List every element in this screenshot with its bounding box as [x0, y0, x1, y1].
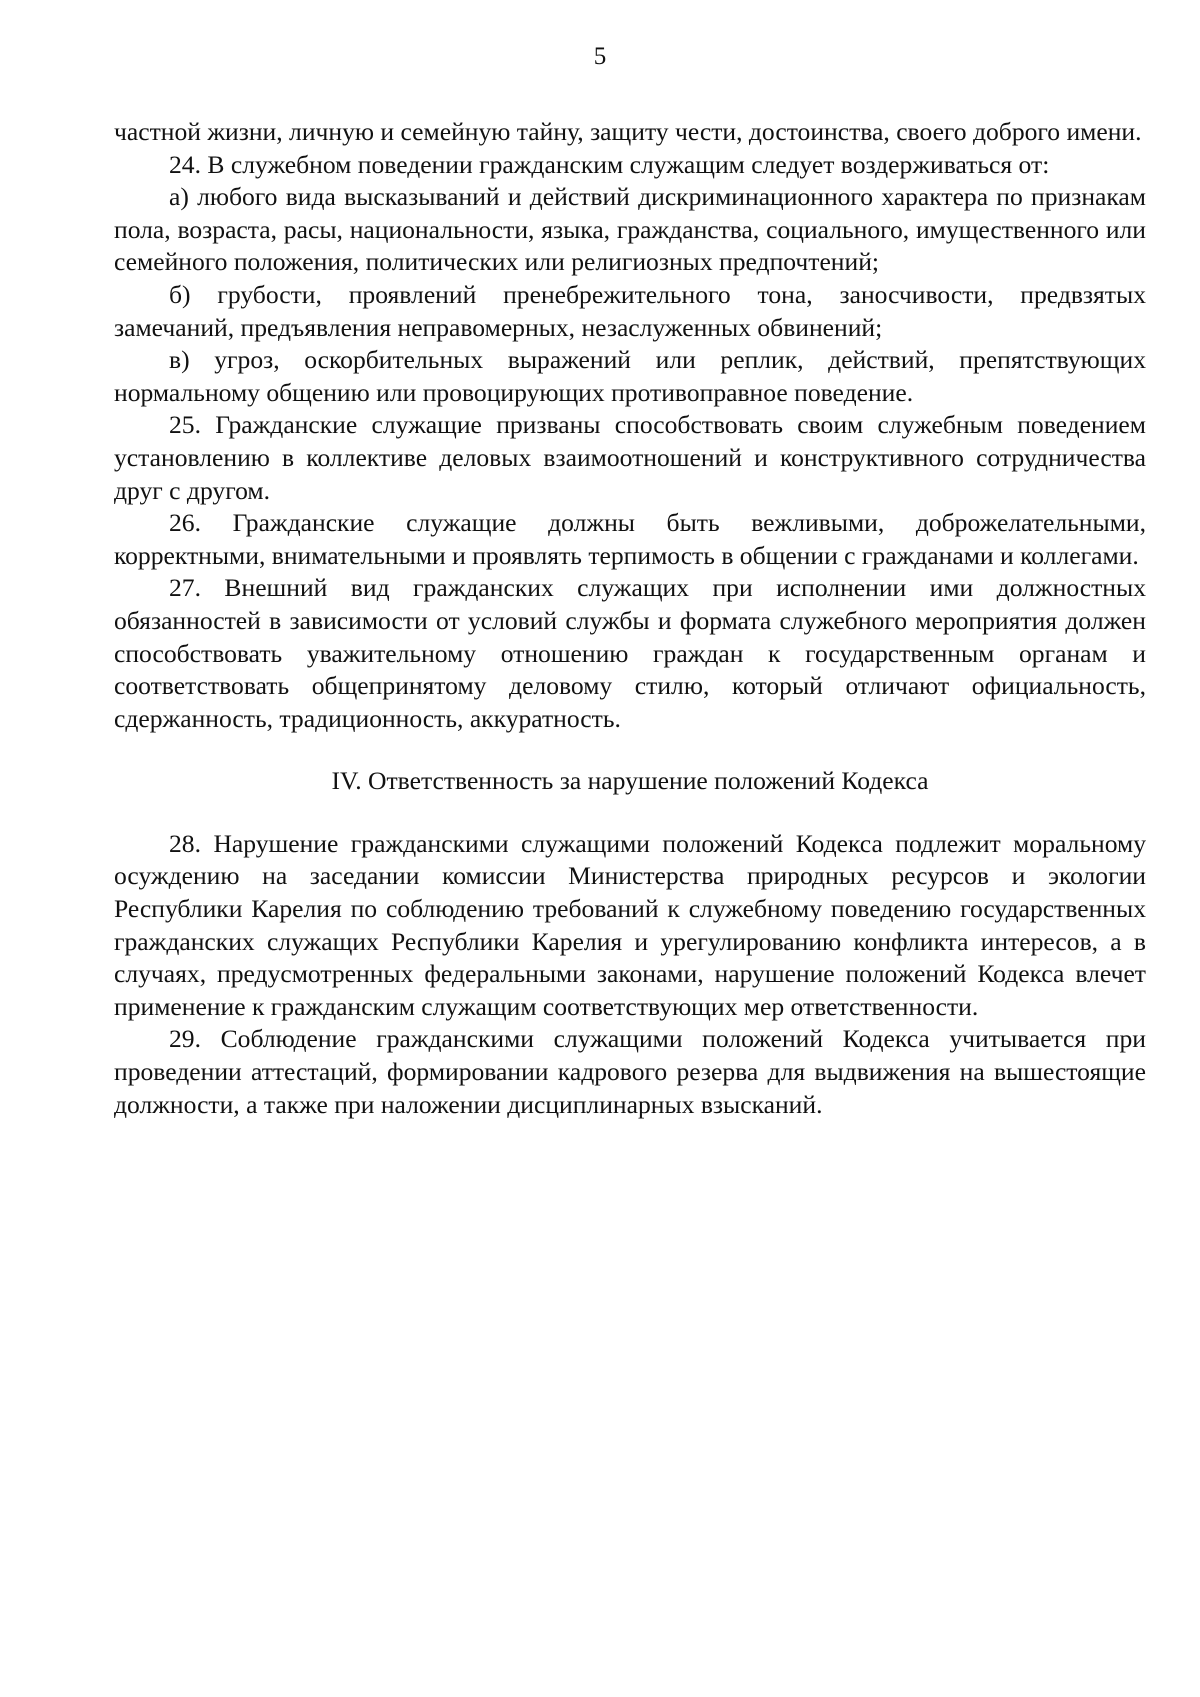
paragraph-28: 28. Нарушение гражданскими служащими положений Кодекса подлежит моральному осуждению на заседании комиссии Министерства природных ресурсов и экологии Республики Карелия по соблюдению требований к служебному поведению государственных гражданских служащих Республики Карелия и урегулированию конфликта интересов, а в случаях, предусмотренных федеральными законами, нарушение положений Кодекса влечет применение к гражданским служащим соответствующих мер ответственности. [114, 828, 1146, 1021]
section-heading: IV. Ответственность за нарушение положений Кодекса [331, 766, 929, 796]
paragraph-24: 24. В служебном поведении гражданским служащим следует воздерживаться от: [169, 149, 1050, 179]
paragraph-27: 27. Внешний вид гражданских служащих при исполнении ими должностных обязанностей в зависимости от условий службы и формата служебного мероприятия должен способствовать уважительному отношению граждан к государственным органам и соответствовать общепринятому деловому стилю, который отличают официальность, сдержанность, традиционность, аккуратность. [114, 573, 1146, 733]
paragraph-26: 26. Гражданские служащие должны быть вежливыми, доброжелательными, корректными, внимательными и проявлять терпимость в общении с гражданами и коллегами. [114, 508, 1146, 570]
paragraph-24a: а) любого вида высказываний и действий дискриминационного характера по признакам пола, возраста, расы, национальности, языка, гражданства, социального, имущественного или семейного положения, политических или религиозных предпочтений; [114, 182, 1146, 277]
paragraph-continuation: частной жизни, личную и семейную тайну, защиту чести, достоинства, своего доброго имени. [114, 117, 1142, 146]
paragraph-25: 25. Гражданские служащие призваны способствовать своим служебным поведением установлению в коллективе деловых взаимоотношений и конструктивного сотрудничества друг с другом. [114, 410, 1146, 505]
paragraph-29: 29. Соблюдение гражданскими служащими положений Кодекса учитывается при проведении аттестаций, формировании кадрового резерва для выдвижения на вышестоящие должности, а также при наложении дисциплинарных взысканий. [114, 1024, 1146, 1119]
paragraph-24b: б) грубости, проявлений пренебрежительного тона, заносчивости, предвзятых замечаний, предъявления неправомерных, незаслуженных обвинений; [114, 279, 1146, 342]
page-number: 5 [593, 43, 607, 70]
document-body [114, 116, 1146, 1121]
paragraph-24c: в) угроз, оскорбительных выражений или реплик, действий, препятствующих нормальному общению или провоцирующих противоправное поведение. [114, 345, 1146, 407]
